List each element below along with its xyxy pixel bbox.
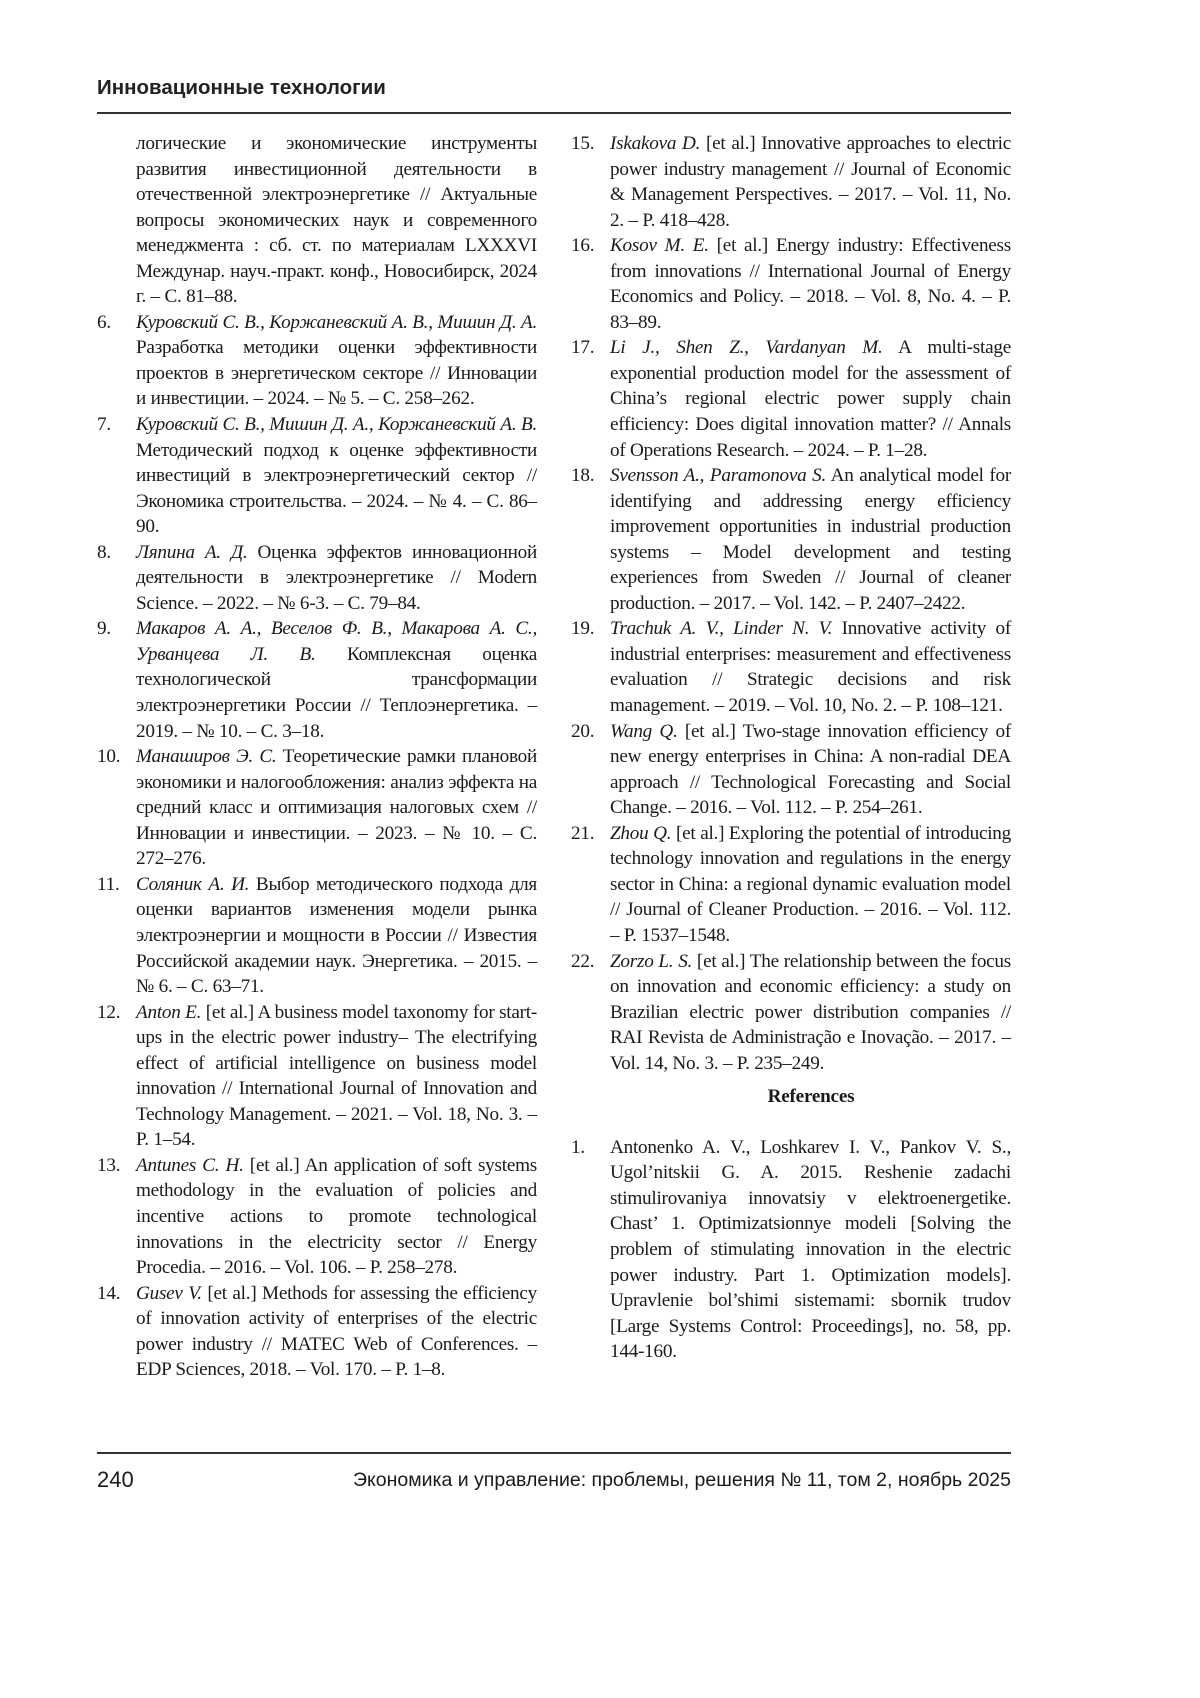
- reference-details: [et al.] An application of soft systems methodology in the evaluation of policies and incentive actions to promote technological innovations in the electricity sector // Energy Procedia. – 2016. – Vol. 106. – P. 258–278.: [136, 1155, 537, 1278]
- reference-item: [97, 616, 537, 744]
- reference-text: [136, 412, 537, 540]
- reference-text: [136, 616, 537, 744]
- reference-item: [571, 616, 1011, 718]
- journal-title: Экономика и управление: проблемы, решения № 11, том 2, ноябрь 2025: [353, 1469, 1011, 1492]
- reference-text: [136, 310, 537, 412]
- reference-details: [et al.] Exploring the potential of introducing technology innovation and regulations in the energy sector in China: a regional dynamic evaluation model // Journal of Cleaner Production. – 2016. – Vol. 112. – P. 1537–1548.: [610, 823, 1011, 946]
- reference-number: 22.: [571, 949, 610, 1077]
- reference-authors: Ляпина А. Д.: [136, 542, 247, 563]
- section-header: Инновационные технологии: [97, 76, 386, 100]
- reference-details: Методический подход к оценке эффективности инвестиций в электроэнергетический сектор // Экономика строительства. – 2024. – № 4. – С. 86–90.: [136, 440, 537, 538]
- reference-number: 16.: [571, 233, 610, 335]
- reference-authors: Li J., Shen Z., Vardanyan M.: [610, 337, 883, 358]
- reference-number: 9.: [97, 616, 136, 744]
- references-list: [571, 1135, 1011, 1365]
- reference-details: [et al.] The relationship between the focus on innovation and economic efficiency: a study on Brazilian electric power distribution companies // RAI Revista de Administração e Inovação. – 2017. – Vol. 14, No. 3. – P. 235–249.: [610, 951, 1011, 1074]
- reference-number: 19.: [571, 616, 610, 718]
- reference-item: [571, 335, 1011, 463]
- reference-text: [610, 1135, 1011, 1365]
- reference-number: 8.: [97, 540, 136, 617]
- reference-details: Оценка эффектов инновационной деятельности в электроэнергетике // Modern Science. – 2022. – № 6-3. – С. 79–84.: [136, 542, 537, 614]
- reference-number: 17.: [571, 335, 610, 463]
- reference-authors: Anton E.: [136, 1002, 201, 1023]
- reference-authors: Макаров А. А., Веселов Ф. В., Макарова А. С., Урванцева Л. В.: [136, 618, 537, 665]
- reference-item: [571, 131, 1011, 233]
- reference-text: [136, 131, 537, 310]
- reference-text: [610, 131, 1011, 233]
- reference-text: [610, 233, 1011, 335]
- reference-item: [97, 1153, 537, 1281]
- reference-text: [136, 872, 537, 1000]
- references-heading: References: [610, 1084, 1012, 1110]
- reference-authors: Zhou Q.: [610, 823, 671, 844]
- reference-number: 7.: [97, 412, 136, 540]
- reference-item: [571, 233, 1011, 335]
- reference-text: [136, 1281, 537, 1383]
- reference-item: [571, 949, 1011, 1077]
- reference-authors: Манаширов Э. С.: [136, 746, 276, 767]
- reference-authors: Antunes C. H.: [136, 1155, 244, 1176]
- right-reference-list: [571, 131, 1011, 1076]
- reference-item: [97, 1000, 537, 1153]
- reference-authors: Wang Q.: [610, 721, 678, 742]
- reference-details: [et al.] Innovative approaches to electric power industry management // Journal of Economic & Management Perspectives. – 2017. – Vol. 11, No. 2. – P. 418–428.: [610, 133, 1011, 231]
- reference-item: [97, 412, 537, 540]
- left-column: [97, 131, 537, 1383]
- reference-number: 15.: [571, 131, 610, 233]
- reference-item: [97, 310, 537, 412]
- reference-text: [610, 616, 1011, 718]
- reference-authors: Zorzo L. S.: [610, 951, 692, 972]
- reference-number: 6.: [97, 310, 136, 412]
- reference-number: 10.: [97, 744, 136, 872]
- reference-item: [97, 744, 537, 872]
- reference-number: 13.: [97, 1153, 136, 1281]
- page-number: 240: [97, 1467, 134, 1493]
- reference-number: 1.: [571, 1135, 610, 1365]
- reference-details: An analytical model for identifying and addressing energy efficiency improvement opportunities in industrial production systems – Model development and testing experiences from Sweden // Journal of cleaner production. – 2017. – Vol. 142. – P. 2407–2422.: [610, 465, 1011, 614]
- reference-details: Теоретические рамки плановой экономики и налогообложения: анализ эффекта на средний класс и оптимизация налоговых схем // Инновации и инвестиции. – 2023. – № 10. – С. 272–276.: [136, 746, 537, 869]
- reference-text: [610, 821, 1011, 949]
- reference-item: [571, 821, 1011, 949]
- reference-item: [571, 463, 1011, 616]
- reference-authors: Kosov M. E.: [610, 235, 709, 256]
- reference-number: 20.: [571, 719, 610, 821]
- reference-authors: Соляник А. И.: [136, 874, 249, 895]
- reference-item: [97, 872, 537, 1000]
- header-divider: [97, 112, 1011, 114]
- reference-text: [610, 335, 1011, 463]
- reference-details: [et al.] A business model taxonomy for start-ups in the electric power industry– The electrifying effect of artificial intelligence on business model innovation // International Journal of Innovation and Technology Management. – 2021. – Vol. 18, No. 3. – P. 1–54.: [136, 1002, 537, 1151]
- reference-details: [et al.] Energy industry: Effectiveness from innovations // International Journal of Energy Economics and Policy. – 2018. – Vol. 8, No. 4. – P. 83–89.: [610, 235, 1011, 333]
- reference-number: 11.: [97, 872, 136, 1000]
- reference-authors: Trachuk A. V., Linder N. V.: [610, 618, 832, 639]
- reference-text: [610, 949, 1011, 1077]
- reference-number: 21.: [571, 821, 610, 949]
- reference-text: [610, 719, 1011, 821]
- reference-authors: Svensson A., Paramonova S.: [610, 465, 826, 486]
- reference-details: Antonenko A. V., Loshkarev I. V., Pankov V. S., Ugol’nitskii G. A. 2015. Reshenie zadachi stimulirovaniya innovatsiy v elektroenergetike. Chast’ 1. Optimizatsionnye modeli [Solving the problem of stimulating innovation in the electric power industry. Part 1. Optimization models]. Upravlenie bol’shimi sistemami: sbornik trudov [Large Systems Control: Proceedings], no. 58, pp. 144-160.: [610, 1137, 1011, 1362]
- reference-item: [571, 1135, 1011, 1365]
- footer-divider: [97, 1452, 1011, 1454]
- reference-authors: Iskakova D.: [610, 133, 700, 154]
- reference-text: [136, 1153, 537, 1281]
- reference-number: [97, 131, 136, 310]
- reference-authors: Куровский С. В., Коржаневский А. В., Мишин Д. А.: [136, 312, 537, 333]
- right-column: [571, 131, 1011, 1365]
- reference-details: [et al.] Two-stage innovation efficiency of new energy enterprises in China: A non-radial DEA approach // Technological Forecasting and Social Change. – 2016. – Vol. 112. – P. 254–261.: [610, 721, 1011, 819]
- reference-details: Комплексная оценка технологической трансформации электроэнергетики России // Теплоэнергетика. – 2019. – № 10. – С. 3–18.: [136, 644, 537, 742]
- reference-details: [et al.] Methods for assessing the efficiency of innovation activity of enterprises of the electric power industry // MATEC Web of Conferences. – EDP Sciences, 2018. – Vol. 170. – P. 1–8.: [136, 1283, 537, 1381]
- reference-item: [97, 131, 537, 310]
- reference-item: [97, 540, 537, 617]
- reference-item: [571, 719, 1011, 821]
- reference-details: Разработка методики оценки эффективности проектов в энергетическом секторе // Инновации и инвестиции. – 2024. – № 5. – С. 258–262.: [136, 337, 537, 409]
- reference-number: 14.: [97, 1281, 136, 1383]
- reference-text: [136, 744, 537, 872]
- reference-details: Innovative activity of industrial enterprises: measurement and effectiveness evaluation // Strategic decisions and risk management. – 2019. – Vol. 10, No. 2. – P. 108–121.: [610, 618, 1011, 716]
- reference-text: [136, 540, 537, 617]
- reference-number: 12.: [97, 1000, 136, 1153]
- reference-authors: Куровский С. В., Мишин Д. А., Коржаневский А. В.: [136, 414, 537, 435]
- reference-details: логические и экономические инструменты развития инвестиционной деятельности в отечественной электроэнергетике // Актуальные вопросы экономических наук и современного менеджмента : сб. ст. по материалам LXXXVI Междунар. науч.-практ. конф., Новосибирск, 2024 г. – С. 81–88.: [136, 133, 537, 307]
- reference-details: Выбор методического подхода для оценки вариантов изменения модели рынка электроэнергии и мощности в России // Известия Российской академии наук. Энергетика. – 2015. – № 6. – С. 63–71.: [136, 874, 537, 997]
- reference-item: [97, 1281, 537, 1383]
- reference-number: 18.: [571, 463, 610, 616]
- reference-authors: Gusev V.: [136, 1283, 202, 1304]
- reference-text: [610, 463, 1011, 616]
- reference-text: [136, 1000, 537, 1153]
- reference-details: A multi-stage exponential production model for the assessment of China’s regional electric power supply chain efficiency: Does digital innovation matter? // Annals of Operations Research. – 2024. – P. 1–28.: [610, 337, 1011, 460]
